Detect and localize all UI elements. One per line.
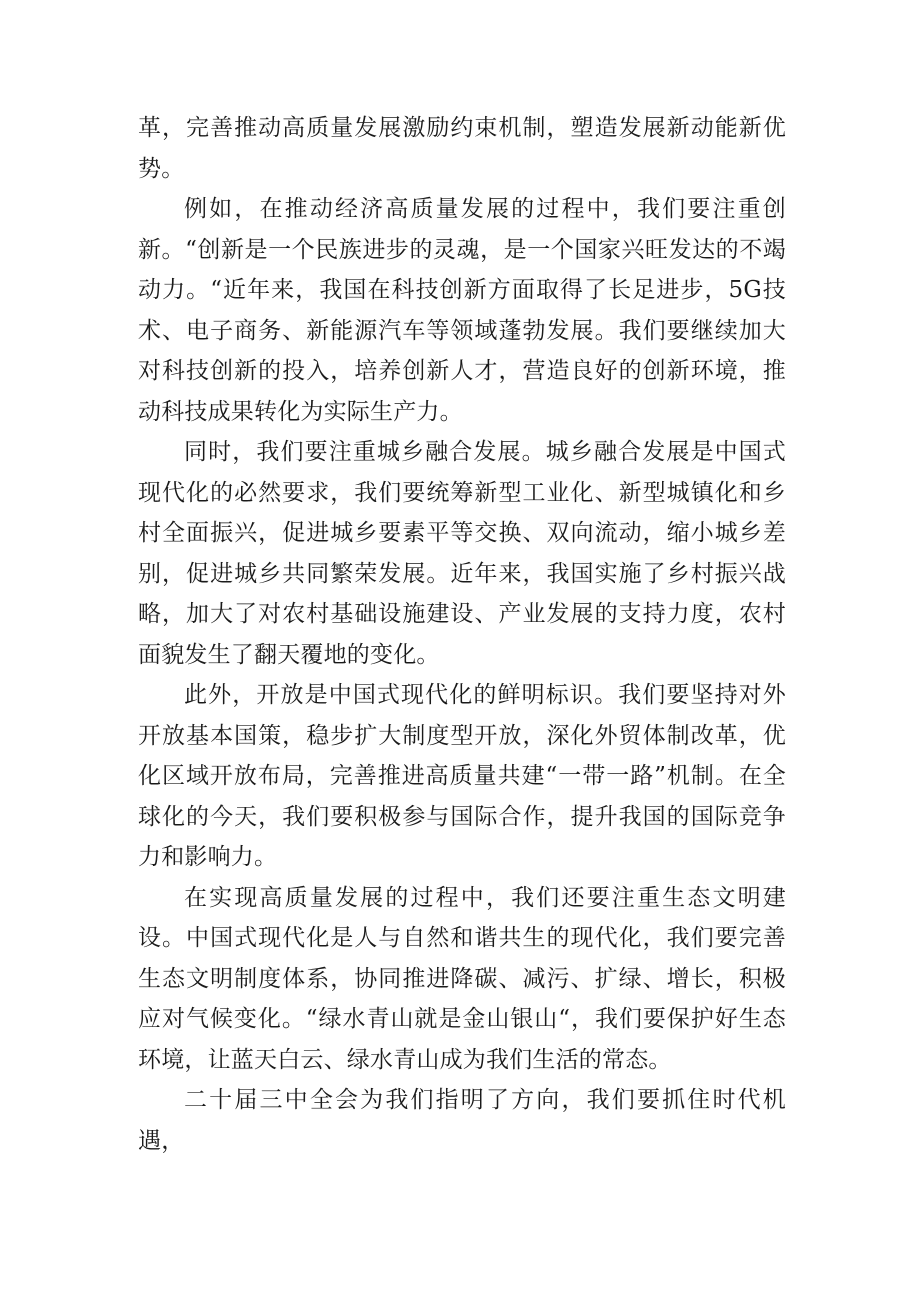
paragraph-5: 在实现高质量发展的过程中，我们还要注重生态文明建设。中国式现代化是人与自然和谐共生的现代化，我们要完善生态文明制度体系，协同推进降碳、减污、扩绿、增长，积极应对气候变化。“绿水青山就是金山银山“，我们要保护好生态环境，让蓝天白云、绿水青山成为我们生活的常态。 [138, 884, 786, 1073]
paragraph-4: 此外，开放是中国式现代化的鲜明标识。我们要坚持对外开放基本国策，稳步扩大制度型开放，深化外贸体制改革，优化区域开放布局，完善推进高质量共建“一带一路”机制。在全球化的今天，我们要积极参与国际合作，提升我国的国际竞争力和影响力。 [138, 682, 786, 870]
paragraph-3: 同时，我们要注重城乡融合发展。城乡融合发展是中国式现代化的必然要求，我们要统筹新型工业化、新型城镇化和乡村全面振兴，促进城乡要素平等交换、双向流动，缩小城乡差别，促进城乡共同繁荣发展。近年来，我国实施了乡村振兴战略，加大了对农村基础设施建设、产业发展的支持力度，农村面貌发生了翻天覆地的变化。 [138, 439, 786, 668]
document-body [138, 108, 786, 1161]
paragraph-2: 例如，在推动经济高质量发展的过程中，我们要注重创新。“创新是一个民族进步的灵魂，是一个国家兴旺发达的不竭动力。“近年来，我国在科技创新方面取得了长足进步，5G技术、电子商务、新能源汽车等领域蓬勃发展。我们要继续加大对科技创新的投入，培养创新人才，营造良好的创新环境，推动科技成果转化为实际生产力。 [138, 196, 786, 425]
paragraph-1: 革，完善推动高质量发展激励约束机制，塑造发展新动能新优势。 [138, 115, 786, 182]
paragraph-6: 二十届三中全会为我们指明了方向，我们要抓住时代机遇， [138, 1087, 786, 1154]
